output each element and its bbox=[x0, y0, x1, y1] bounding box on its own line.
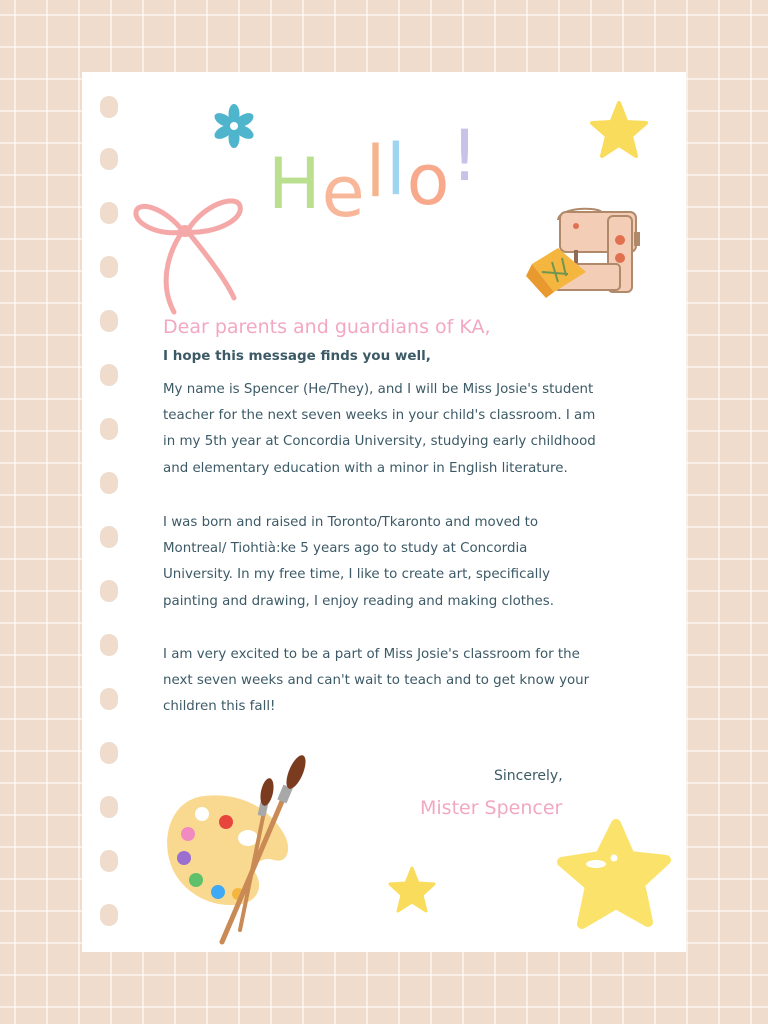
greeting: I hope this message finds you well, bbox=[163, 348, 431, 364]
paragraph-line: and elementary education with a minor in English literature. bbox=[163, 460, 568, 476]
hello-letter: ! bbox=[450, 115, 480, 197]
closing: Sincerely, bbox=[494, 768, 563, 784]
large-star-icon bbox=[556, 816, 674, 934]
paragraph-line: painting and drawing, I enjoy reading and making clothes. bbox=[163, 593, 555, 609]
paragraph-line: next seven weeks and can't wait to teach and to get know your bbox=[163, 673, 590, 689]
binder-hole bbox=[100, 310, 118, 332]
binder-hole bbox=[100, 526, 118, 548]
hello-letter: o bbox=[406, 139, 451, 221]
hello-letter: H bbox=[268, 143, 322, 225]
binder-hole bbox=[100, 850, 118, 872]
paragraph-closing-remarks bbox=[163, 642, 643, 721]
paragraph-line: My name is Spencer (He/They), and I will be Miss Josie's student bbox=[163, 382, 594, 397]
hello-letter: l bbox=[386, 129, 407, 211]
binder-hole bbox=[100, 418, 118, 440]
paragraph-line: teacher for the next seven weeks in your child's classroom. I am bbox=[163, 408, 596, 424]
paragraph-line: University. In my free time, I like to create art, specifically bbox=[163, 567, 551, 583]
paragraph-line: Montreal/ Tiohtià:ke 5 years ago to study at Concordia bbox=[163, 541, 528, 557]
hello-heading bbox=[268, 115, 548, 233]
salutation: Dear parents and guardians of KA, bbox=[163, 316, 491, 338]
hello-letter: e bbox=[321, 151, 366, 233]
binder-hole bbox=[100, 364, 118, 386]
binder-hole bbox=[100, 904, 118, 926]
paragraph-line: children this fall! bbox=[163, 699, 276, 715]
binder-hole bbox=[100, 202, 118, 224]
binder-hole bbox=[100, 96, 118, 118]
binder-hole bbox=[100, 742, 118, 764]
paragraph-line: I was born and raised in Toronto/Tkaronto and moved to bbox=[163, 515, 539, 530]
binder-hole bbox=[100, 148, 118, 170]
small-star-icon bbox=[386, 864, 438, 916]
snowflake-icon bbox=[208, 100, 260, 152]
paragraph-background bbox=[163, 510, 643, 615]
binder-hole bbox=[100, 256, 118, 278]
binder-hole bbox=[100, 688, 118, 710]
paint-palette-icon bbox=[160, 752, 316, 948]
star-icon bbox=[588, 100, 650, 162]
binder-hole bbox=[100, 634, 118, 656]
sewing-machine-icon bbox=[518, 206, 642, 300]
binder-hole bbox=[100, 580, 118, 602]
binder-hole bbox=[100, 796, 118, 818]
signature: Mister Spencer bbox=[420, 797, 563, 819]
binder-hole bbox=[100, 472, 118, 494]
paragraph-introduction bbox=[163, 377, 643, 482]
paragraph-line: in my 5th year at Concordia University, studying early childhood bbox=[163, 434, 596, 450]
hello-letter: l bbox=[365, 131, 387, 213]
paragraph-line: I am very excited to be a part of Miss Josie's classroom for the bbox=[163, 647, 580, 662]
bow-icon bbox=[130, 190, 248, 318]
binder-holes bbox=[100, 96, 120, 936]
